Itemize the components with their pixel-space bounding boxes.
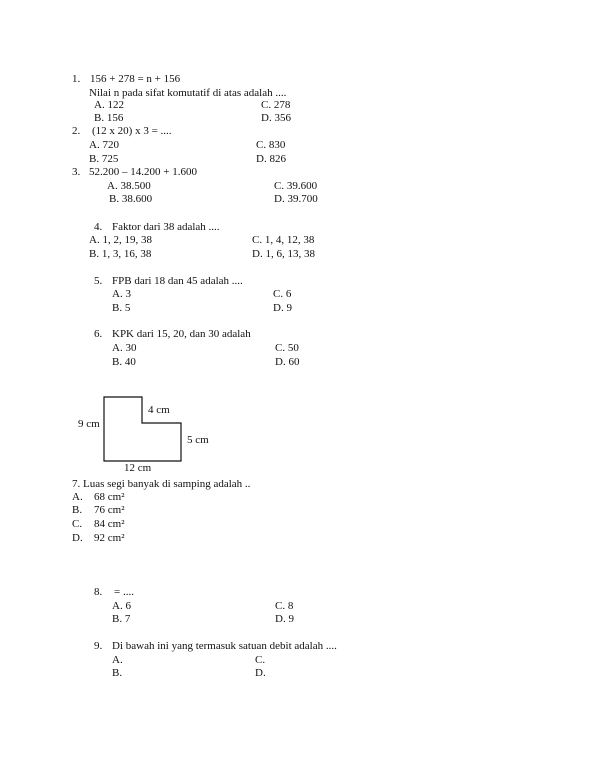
q4-option-c: C. 1, 4, 12, 38 bbox=[252, 234, 315, 246]
q7-option-a-value: 68 cm² bbox=[94, 491, 125, 503]
q6-question: KPK dari 15, 20, dan 30 adalah bbox=[112, 328, 251, 340]
q6-option-d: D. 60 bbox=[275, 356, 300, 368]
q6-option-a: A. 30 bbox=[112, 342, 137, 354]
q5-option-d: D. 9 bbox=[273, 302, 292, 314]
q8-option-c: C. 8 bbox=[275, 600, 294, 612]
q2-number: 2. bbox=[72, 125, 81, 137]
q6-option-c: C. 50 bbox=[275, 342, 299, 354]
figure-label-right: 5 cm bbox=[187, 434, 209, 446]
q3-option-c: C. 39.600 bbox=[274, 180, 318, 192]
q8-option-b: B. 7 bbox=[112, 613, 131, 625]
q1-option-c: C. 278 bbox=[261, 99, 291, 111]
q1-option-a: A. 122 bbox=[94, 99, 124, 111]
q2-option-a: A. 720 bbox=[89, 139, 119, 151]
q9-option-c: C. bbox=[255, 654, 266, 666]
q3-number: 3. bbox=[72, 166, 81, 178]
q8-option-d: D. 9 bbox=[275, 613, 294, 625]
q7-option-d-letter: D. bbox=[72, 532, 83, 544]
q3-option-d: D. 39.700 bbox=[274, 193, 318, 205]
figure-label-bottom: 12 cm bbox=[124, 462, 152, 474]
q7-question: 7. Luas segi banyak di samping adalah .. bbox=[72, 478, 251, 490]
q5-question: FPB dari 18 dan 45 adalah .... bbox=[112, 275, 243, 287]
q2-question: (12 x 20) x 3 = .... bbox=[92, 125, 172, 137]
q8-option-a: A. 6 bbox=[112, 600, 131, 612]
q3-option-a: A. 38.500 bbox=[107, 180, 151, 192]
q5-option-c: C. 6 bbox=[273, 288, 292, 300]
q1-question: Nilai n pada sifat komutatif di atas adalah .... bbox=[89, 87, 287, 99]
q1-option-b: B. 156 bbox=[94, 112, 124, 124]
q9-question: Di bawah ini yang termasuk satuan debit adalah .... bbox=[112, 640, 337, 652]
q7-option-c-letter: C. bbox=[72, 518, 83, 530]
q4-option-d: D. 1, 6, 13, 38 bbox=[252, 248, 315, 260]
q4-question: Faktor dari 38 adalah .... bbox=[112, 221, 220, 233]
q8-number: 8. bbox=[94, 586, 103, 598]
q7-option-c-value: 84 cm² bbox=[94, 518, 125, 530]
q5-option-b: B. 5 bbox=[112, 302, 131, 314]
q1-expression: 156 + 278 = n + 156 bbox=[90, 73, 181, 85]
q1-option-d: D. 356 bbox=[261, 112, 291, 124]
q4-number: 4. bbox=[94, 221, 103, 233]
q2-option-b: B. 725 bbox=[89, 153, 119, 165]
q9-option-a: A. bbox=[112, 654, 123, 666]
q6-number: 6. bbox=[94, 328, 103, 340]
figure-label-top: 4 cm bbox=[148, 404, 170, 416]
q3-option-b: B. 38.600 bbox=[109, 193, 153, 205]
q4-option-b: B. 1, 3, 16, 38 bbox=[89, 248, 152, 260]
q7-option-b-value: 76 cm² bbox=[94, 504, 125, 516]
q7-option-d-value: 92 cm² bbox=[94, 532, 125, 544]
q7-option-a-letter: A. bbox=[72, 491, 83, 503]
q9-option-b: B. bbox=[112, 667, 123, 679]
q9-number: 9. bbox=[94, 640, 103, 652]
q7-option-b-letter: B. bbox=[72, 504, 83, 516]
q4-option-a: A. 1, 2, 19, 38 bbox=[89, 234, 152, 246]
figure-label-left: 9 cm bbox=[78, 418, 100, 430]
q2-option-c: C. 830 bbox=[256, 139, 286, 151]
q8-question: = .... bbox=[114, 586, 134, 598]
q5-number: 5. bbox=[94, 275, 103, 287]
q3-question: 52.200 – 14.200 + 1.600 bbox=[89, 166, 197, 178]
q5-option-a: A. 3 bbox=[112, 288, 131, 300]
q2-option-d: D. 826 bbox=[256, 153, 286, 165]
q1-number: 1. bbox=[72, 73, 81, 85]
q6-option-b: B. 40 bbox=[112, 356, 136, 368]
q9-option-d: D. bbox=[255, 667, 266, 679]
